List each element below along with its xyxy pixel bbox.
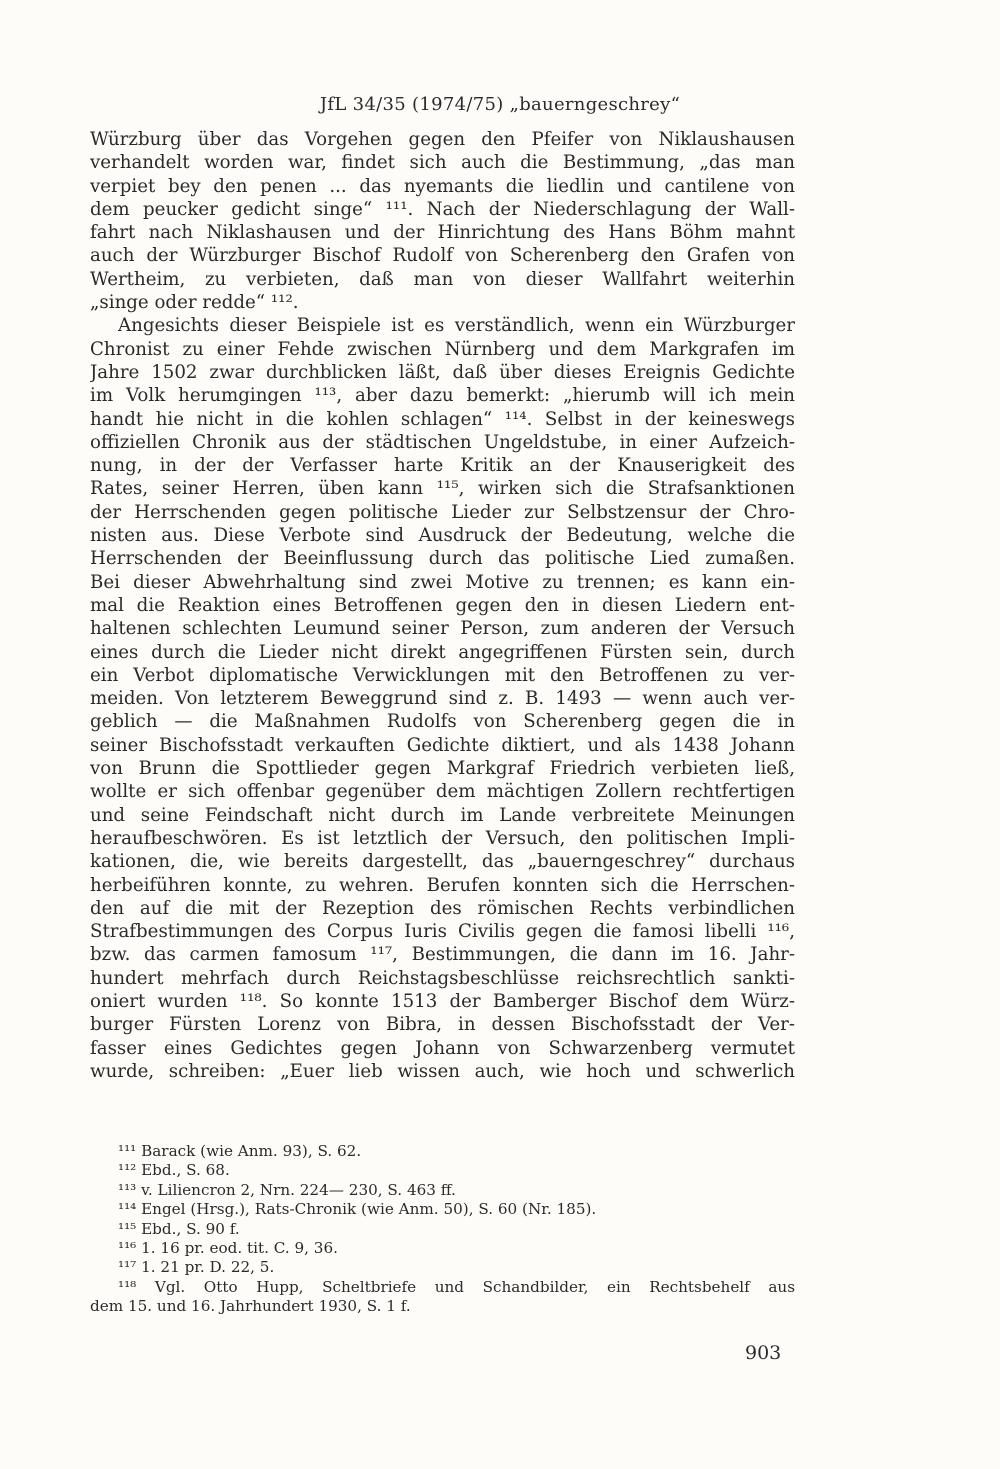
footnote-line: ¹¹⁵ Ebd., S. 90 f.: [118, 1219, 240, 1238]
body-line: von Brunn die Spottlieder gegen Markgraf Friedrich verbieten ließ,: [90, 758, 795, 780]
body-line: seiner Bischofsstadt verkauften Gedichte diktiert, und als 1438 Johann: [90, 734, 795, 756]
body-line: hundert mehrfach durch Reichstagsbeschlüsse reichsrechtlich sankti-: [90, 967, 795, 989]
body-line: wollte er sich offenbar gegenüber dem mächtigen Zollern rechtfertigen: [90, 781, 795, 803]
body-line: und seine Feindschaft nicht durch im Lande verbreitete Meinungen: [90, 804, 795, 826]
body-line: „singe oder redde“ ¹¹².: [90, 292, 299, 314]
body-line: nung, in der der Verfasser harte Kritik an der Knauserigkeit des: [90, 455, 795, 477]
body-line: wurde, schreiben: „Euer lieb wissen auch, wie hoch und schwerlich: [90, 1060, 795, 1082]
body-line: Rates, seiner Herren, üben kann ¹¹⁵, wirken sich die Strafsanktionen: [90, 478, 795, 500]
body-line: haltenen schlechten Leumund seiner Person, zum anderen der Versuch: [90, 618, 795, 640]
body-line: herbeiführen konnte, zu wehren. Berufen konnten sich die Herrschen-: [90, 874, 795, 896]
body-line: meiden. Von letzterem Beweggrund sind z. B. 1493 — wenn auch ver-: [90, 688, 795, 710]
body-line: handt hie nicht in die kohlen schlagen“ ¹¹⁴. Selbst in der keineswegs: [90, 408, 795, 430]
body-line: der Herrschenden gegen politische Lieder zur Selbstzensur der Chro-: [90, 501, 795, 523]
body-line: fahrt nach Niklashausen und der Hinrichtung des Hans Böhm mahnt: [90, 222, 795, 244]
body-line: Würzburg über das Vorgehen gegen den Pfeifer von Niklaushausen: [90, 129, 795, 150]
body-line: Angesichts dieser Beispiele ist es verständlich, wenn ein Würzburger: [118, 315, 795, 337]
body-line: nisten aus. Diese Verbote sind Ausdruck der Bedeutung, welche die: [90, 525, 795, 547]
body-line: eines durch die Lieder nicht direkt angegriffenen Fürsten sein, durch: [90, 641, 795, 663]
body-line: auch der Würzburger Bischof Rudolf von Scherenberg den Grafen von: [90, 245, 795, 267]
body-line: Herrschenden der Beeinflussung durch das politische Lied zumaßen.: [90, 548, 795, 570]
body-line: verhandelt worden war, findet sich auch die Bestimmung, „das man: [90, 152, 795, 174]
body-line: bzw. das carmen famosum ¹¹⁷, Bestimmungen, die dann im 16. Jahr-: [90, 944, 795, 966]
body-line: offiziellen Chronik aus der städtischen Ungeldstube, in einer Aufzeich-: [90, 431, 795, 453]
page-number: 903: [745, 1342, 782, 1364]
body-line: dem peucker gedicht singe“ ¹¹¹. Nach der Niederschlagung der Wall-: [90, 198, 795, 220]
body-line: heraufbeschwören. Es ist letztlich der Versuch, den politischen Impli-: [90, 827, 795, 849]
footnote-line: ¹¹⁷ 1. 21 pr. D. 22, 5.: [118, 1258, 275, 1277]
footnote-line: ¹¹⁶ 1. 16 pr. eod. tit. C. 9, 36.: [118, 1238, 338, 1257]
footnote-line: ¹¹⁴ Engel (Hrsg.), Rats-Chronik (wie Anm. 50), S. 60 (Nr. 185).: [118, 1200, 597, 1219]
footnote-line: ¹¹⁸ Vgl. Otto Hupp, Scheltbriefe und Schandbilder, ein Rechtsbehelf aus: [118, 1277, 795, 1296]
body-line: geblich — die Maßnahmen Rudolfs von Scherenberg gegen die in: [90, 711, 795, 733]
footnote-line: dem 15. und 16. Jahrhundert 1930, S. 1 f.: [90, 1297, 411, 1316]
footnote-line: ¹¹³ v. Liliencron 2, Nrn. 224— 230, S. 463 ff.: [118, 1180, 456, 1199]
body-text: [90, 128, 795, 1083]
body-line: Jahre 1502 zwar durchblicken läßt, daß über dieses Ereignis Gedichte: [90, 361, 795, 383]
body-line: ein Verbot diplomatische Verwicklungen mit den Betroffenen zu ver-: [90, 664, 795, 686]
body-line: oniert wurden ¹¹⁸. So konnte 1513 der Bamberger Bischof dem Würz-: [90, 990, 795, 1012]
body-line: den auf die mit der Rezeption des römischen Rechts verbindlichen: [90, 897, 795, 919]
footnotes: [90, 1142, 795, 1317]
footnote-line: ¹¹¹ Barack (wie Anm. 93), S. 62.: [118, 1142, 362, 1160]
body-line: mal die Reaktion eines Betroffenen gegen den in diesen Liedern ent-: [90, 594, 795, 616]
body-line: Wertheim, zu verbieten, daß man von dieser Wallfahrt weiterhin: [90, 268, 795, 290]
running-header: JfL 34/35 (1974/75) „bauerngeschrey“: [319, 94, 681, 115]
body-line: fasser eines Gedichtes gegen Johann von Schwarzenberg vermutet: [90, 1037, 795, 1059]
body-line: Chronist zu einer Fehde zwischen Nürnberg und dem Markgrafen im: [90, 338, 795, 360]
body-line: burger Fürsten Lorenz von Bibra, in dessen Bischofsstadt der Ver-: [90, 1014, 795, 1036]
body-line: Strafbestimmungen des Corpus Iuris Civilis gegen die famosi libelli ¹¹⁶,: [90, 921, 795, 943]
body-line: verpiet bey den penen ... das nyemants die liedlin und cantilene von: [90, 175, 795, 197]
body-line: kationen, die, wie bereits dargestellt, das „bauerngeschrey“ durchaus: [90, 851, 795, 873]
footnote-line: ¹¹² Ebd., S. 68.: [118, 1161, 230, 1180]
body-line: Bei dieser Abwehrhaltung sind zwei Motive zu trennen; es kann ein-: [90, 571, 795, 593]
body-line: im Volk herumgingen ¹¹³, aber dazu bemerkt: „hierumb will ich mein: [90, 385, 795, 407]
